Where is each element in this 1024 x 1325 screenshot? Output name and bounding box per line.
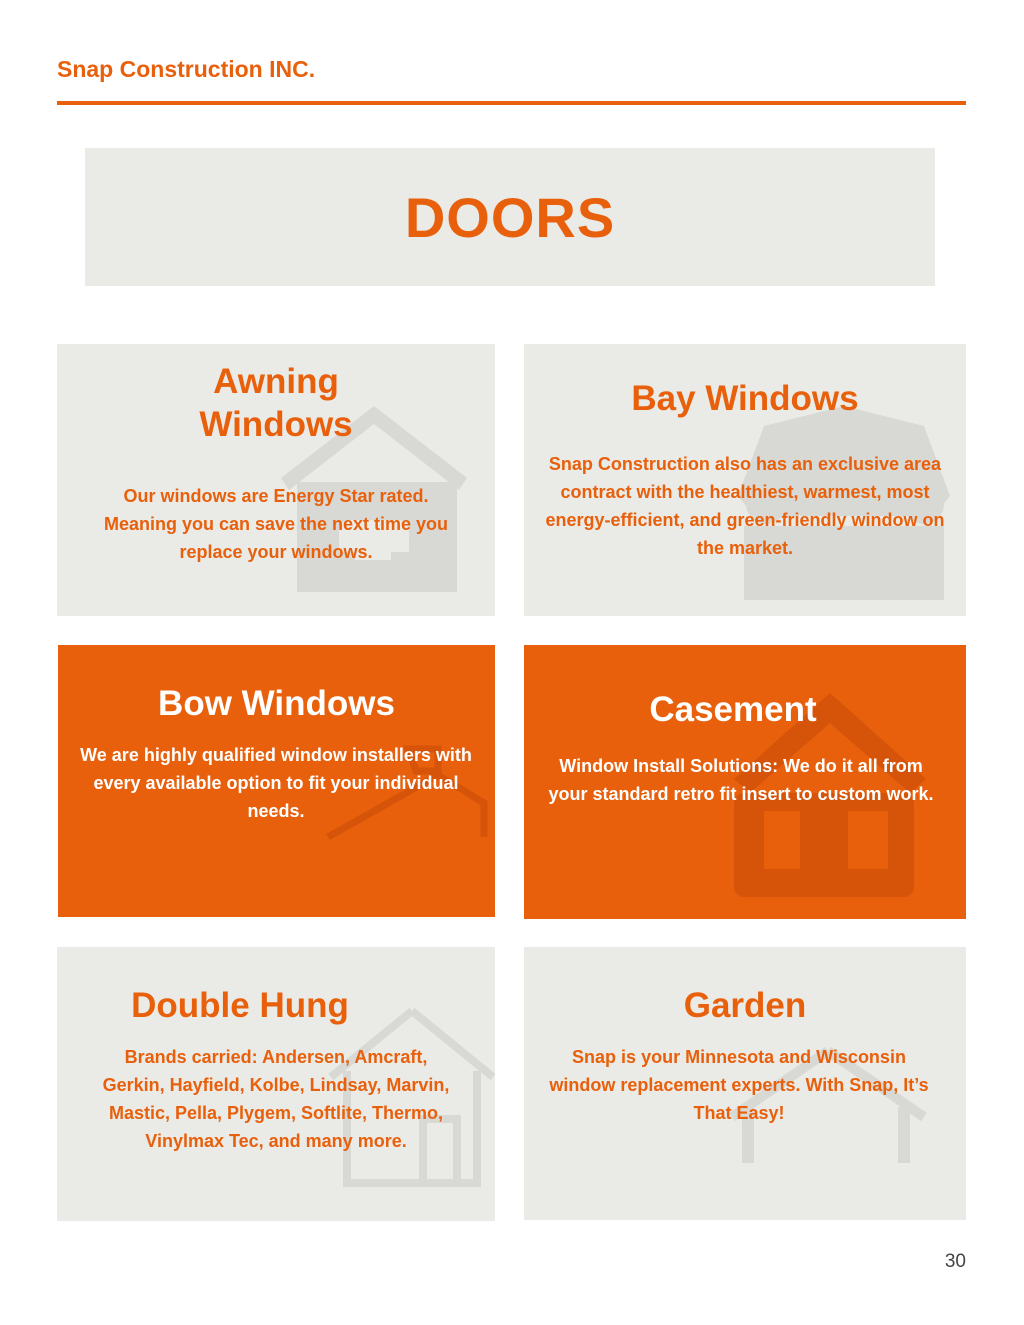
card-body: Our windows are Energy Star rated. Meaning you can save the next time you replace your windows. xyxy=(103,486,449,562)
card-double-hung xyxy=(57,947,495,1221)
card-title: Bow Windows xyxy=(158,684,395,723)
card-body: Snap Construction also has an exclusive area contract with the healthiest, warmest, most energy-efficient, and green-friendly window on the market. xyxy=(545,454,945,558)
page-number: 30 xyxy=(944,1251,966,1272)
page-title: DOORS xyxy=(404,185,616,249)
card-title: Awning Windows xyxy=(199,362,353,444)
card-bay-windows xyxy=(524,344,966,616)
card-awning-windows xyxy=(57,344,495,616)
section-banner xyxy=(85,148,935,286)
card-casement xyxy=(524,645,966,919)
card-body: We are highly qualified window installers with every available option to fit your individual needs. xyxy=(80,745,472,821)
card-title: Bay Windows xyxy=(631,379,859,418)
card-body: Brands carried: Andersen, Amcraft, Gerkin, Hayfield, Kolbe, Lindsay, Marvin, Mastic, Pella, Plygem, Softlite, Thermo, Vinylmax Tec, and many more. xyxy=(102,1047,450,1151)
card-body: Window Install Solutions: We do it all from your standard retro fit insert to custom work. xyxy=(548,756,934,804)
card-bow-windows xyxy=(58,645,495,917)
card-title: Casement xyxy=(649,690,817,729)
card-body: Snap is your Minnesota and Wisconsin window replacement experts. With Snap, It’s That Easy! xyxy=(549,1047,929,1123)
card-title: Garden xyxy=(683,986,807,1025)
card-garden xyxy=(524,947,966,1220)
header-divider xyxy=(57,101,966,105)
card-title: Double Hung xyxy=(131,986,349,1025)
brand-name: Snap Construction INC. xyxy=(57,56,316,82)
